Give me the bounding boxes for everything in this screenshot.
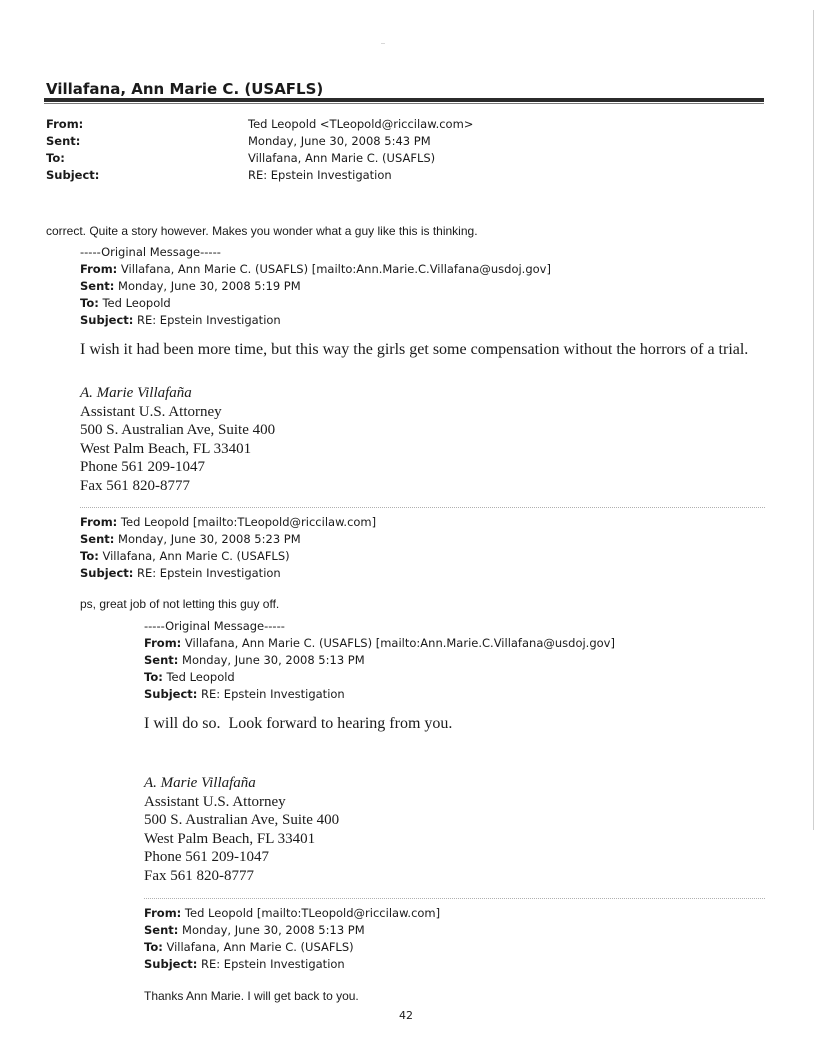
msg3-to-value: Ted Leopold xyxy=(162,670,235,684)
msg2-from-line xyxy=(80,515,376,529)
msg2-to-value: Villafana, Ann Marie C. (USAFLS) xyxy=(98,549,290,563)
msg1-from-value: Villafana, Ann Marie C. (USAFLS) [mailto:Ann.Marie.C.Villafana@usdoj.gov] xyxy=(117,262,551,276)
msg3-subject-value: RE: Epstein Investigation xyxy=(197,687,345,701)
msg3-sent-value: Monday, June 30, 2008 5:13 PM xyxy=(178,653,365,667)
msg3-from-label: From: xyxy=(144,636,182,650)
signature-address-1-2: 500 S. Australian Ave, Suite 400 xyxy=(144,812,340,828)
msg1-sent-value: Monday, June 30, 2008 5:19 PM xyxy=(114,279,301,293)
msg1-to-value: Ted Leopold xyxy=(98,296,171,310)
sent-label: Sent: xyxy=(46,134,81,148)
original-message-marker-2: -----Original Message----- xyxy=(144,619,285,633)
msg4-from-label: From: xyxy=(144,906,182,920)
msg3-sent-label: Sent: xyxy=(144,653,179,667)
msg3-body: I will do so. Look forward to hearing from you. xyxy=(144,715,453,732)
signature-title: Assistant U.S. Attorney xyxy=(80,403,222,420)
msg1-to-line xyxy=(80,296,171,310)
signature-address-2: West Palm Beach, FL 33401 xyxy=(80,440,252,457)
msg2-to-line xyxy=(80,549,290,563)
from-label: From: xyxy=(46,117,84,131)
msg4-body: Thanks Ann Marie. I will get back to you. xyxy=(144,989,359,1003)
original-message-marker: -----Original Message----- xyxy=(80,245,221,259)
msg1-to-label: To: xyxy=(80,296,99,310)
to-label: To: xyxy=(46,151,65,165)
msg4-to-line xyxy=(144,940,354,954)
reply-body: correct. Quite a story however. Makes you wonder what a guy like this is thinking. xyxy=(46,224,478,238)
separator-2 xyxy=(144,898,765,899)
msg2-sent-label: Sent: xyxy=(80,532,115,546)
msg4-sent-line xyxy=(144,923,365,937)
msg4-from-value: Ted Leopold [mailto:TLeopold@riccilaw.com] xyxy=(181,906,441,920)
msg2-from-value: Ted Leopold [mailto:TLeopold@riccilaw.com] xyxy=(117,515,377,529)
msg1-subject-label: Subject: xyxy=(80,313,134,327)
sent-value: Monday, June 30, 2008 5:43 PM xyxy=(248,134,431,148)
signature-name: A. Marie Villafaña xyxy=(80,385,192,401)
to-value: Villafana, Ann Marie C. (USAFLS) xyxy=(248,151,436,165)
msg1-sent-label: Sent: xyxy=(80,279,115,293)
title-rule-thin xyxy=(44,103,764,104)
msg3-to-label: To: xyxy=(144,670,163,684)
msg3-subject-label: Subject: xyxy=(144,687,198,701)
separator-1 xyxy=(80,507,765,508)
msg4-subject-label: Subject: xyxy=(144,957,198,971)
msg3-from-line xyxy=(144,636,615,650)
msg1-sent-line xyxy=(80,279,301,293)
msg2-from-label: From: xyxy=(80,515,118,529)
title-rule xyxy=(44,98,764,102)
from-value: Ted Leopold <TLeopold@riccilaw.com> xyxy=(248,117,474,131)
msg1-subject-value: RE: Epstein Investigation xyxy=(133,313,281,327)
msg4-subject-value: RE: Epstein Investigation xyxy=(197,957,345,971)
msg2-body: ps, great job of not letting this guy off. xyxy=(80,597,280,611)
signature-block-2 xyxy=(144,774,339,885)
msg4-sent-label: Sent: xyxy=(144,923,179,937)
msg1-body: I wish it had been more time, but this way the girls get some compensation without the horrors of a trial. xyxy=(80,341,749,358)
signature-fax: Fax 561 820-8777 xyxy=(80,477,190,494)
msg3-from-value: Villafana, Ann Marie C. (USAFLS) [mailto:Ann.Marie.C.Villafana@usdoj.gov] xyxy=(181,636,615,650)
msg4-to-label: To: xyxy=(144,940,163,954)
msg2-to-label: To: xyxy=(80,549,99,563)
signature-block-1 xyxy=(80,384,275,495)
subject-value: RE: Epstein Investigation xyxy=(248,168,392,182)
signature-name-2: A. Marie Villafaña xyxy=(144,775,256,791)
scan-speck xyxy=(381,43,385,44)
msg4-sent-value: Monday, June 30, 2008 5:13 PM xyxy=(178,923,365,937)
scan-edge-line xyxy=(813,10,814,830)
signature-phone-2: Phone 561 209-1047 xyxy=(144,849,269,865)
msg3-subject-line xyxy=(144,687,345,701)
msg1-from-label: From: xyxy=(80,262,118,276)
subject-label: Subject: xyxy=(46,168,100,182)
signature-address-1: 500 S. Australian Ave, Suite 400 xyxy=(80,422,276,438)
signature-fax-2: Fax 561 820-8777 xyxy=(144,867,254,884)
msg1-from-line xyxy=(80,262,551,276)
page-number: 42 xyxy=(399,1009,413,1022)
signature-title-2: Assistant U.S. Attorney xyxy=(144,793,286,810)
signature-phone: Phone 561 209-1047 xyxy=(80,459,205,475)
msg2-subject-value: RE: Epstein Investigation xyxy=(133,566,281,580)
msg3-sent-line xyxy=(144,653,365,667)
msg2-sent-value: Monday, June 30, 2008 5:23 PM xyxy=(114,532,301,546)
msg4-from-line xyxy=(144,906,440,920)
msg2-subject-line xyxy=(80,566,281,580)
msg4-to-value: Villafana, Ann Marie C. (USAFLS) xyxy=(162,940,354,954)
msg3-to-line xyxy=(144,670,235,684)
msg2-sent-line xyxy=(80,532,301,546)
mailbox-owner-title: Villafana, Ann Marie C. (USAFLS) xyxy=(46,80,324,98)
msg2-subject-label: Subject: xyxy=(80,566,134,580)
msg1-subject-line xyxy=(80,313,281,327)
signature-address-2-2: West Palm Beach, FL 33401 xyxy=(144,830,316,847)
msg4-subject-line xyxy=(144,957,345,971)
